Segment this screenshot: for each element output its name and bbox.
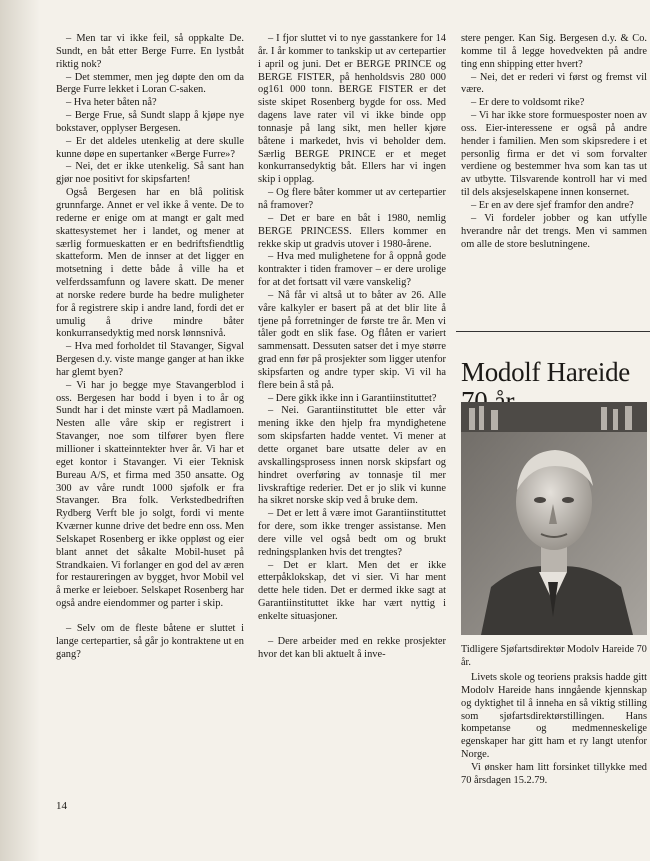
- article-column-1: [56, 33, 244, 662]
- portrait-illustration: [461, 402, 647, 635]
- paragraph: stere penger. Kan Sig. Bergesen d.y. & Co. komme til å legge hovedvekten på andre ting enn shipping etter hvert?: [461, 33, 647, 70]
- paragraph: – Vi har ikke store formuesposter noen av oss. Eier-interessene er også på andre hender i familien. Men som skipsredere i et personlig firma er det vi som forvalter verdiene og bestemmer hva som kan tas ut av utbytte. Tilsvarende kontroll har vi med til dels aksjeselskapene innen konsernet.: [461, 110, 647, 199]
- paragraph: – Dere gikk ikke inn i Garantiinstituttet?: [268, 392, 437, 404]
- paragraph: Vi ønsker ham litt forsinket tillykke med 70 årsdagen 15.2.79.: [461, 761, 647, 786]
- paragraph: – Er dere to voldsomt rike?: [471, 97, 585, 109]
- paragraph: – Det stemmer, men jeg døpte den om da Berge Furre lekket i Loran C-saken.: [56, 71, 244, 96]
- paragraph: Livets skole og teoriens praksis hadde gitt Modolv Hareide hans inngående kjennskap og dyktighet til å inneha en så viktig stilling som sjøfartsdirektørstillingen. Hans kompetanse og medmenneskelige egenskaper har gitt ham et ry langt utenfor Norge.: [461, 672, 647, 761]
- section-divider: [456, 331, 650, 332]
- paragraph: – Nå får vi altså ut to båter av 26. Alle våre kalkyler er basert på at det blir lite å tjene på forretninger de første tre år. Men vi tåler godt en slik fase. Og flåten er variert sammensatt. Dessuten satser det i mye større grad enn før på prosjekter som ligger utenfor skipsfarten og andre typer skip. Vi vil ha flere bein å stå på.: [258, 289, 446, 391]
- photo-caption: Tidligere Sjøfartsdirektør Modolv Hareide 70 år.: [461, 644, 647, 668]
- paragraph: – Selv om de fleste båtene er sluttet i lange certepartier, så går jo kontraktene ut en gang?: [56, 622, 244, 660]
- paragraph: – Det er klart. Men det er ikke etterpåklokskap, det vi sier. Vi har ment dette hele tiden. Det er dermed ikke sagt at Garantiinstituttet ikke har vært nyttig i enkelte situasjoner.: [258, 559, 446, 622]
- article-column-2: [258, 33, 446, 662]
- paragraph: – Berge Frue, så Sundt slapp å kjøpe nye bokstaver, opplyser Bergesen.: [56, 110, 244, 134]
- page-number: 14: [56, 800, 67, 812]
- paragraph: – Det er bare en båt i 1980, nemlig BERGE PRINCESS. Ellers kommer en rekke skip ut gradvis utover i 1980-årene.: [258, 212, 446, 250]
- paragraph: – Og flere båter kommer ut av certepartier nå framover?: [258, 187, 446, 211]
- paragraph: – Nei, det er ikke utenkelig. Så sant han gjør noe positivt for skipsfarten!: [56, 161, 244, 186]
- paragraph: – Vi fordeler jobber og kan utfylle hverandre når det trengs. Men vi sammen om alle de store beslutningene.: [461, 212, 647, 250]
- paragraph: – I fjor sluttet vi to nye gasstankere for 14 år. I år kommer to tankskip ut av certepartier i april og juni. Det er BERGE PRINCE og BERGE FISTER, på henholdsvis 280 000 og161 000 tonn. BERGE FISTER er det siste skipet Rosenberg bygde for oss. Med dagens lave rater vil vi ikke binde opp tonnasje på lang sikt, men heller kjøre båtene i markedet, hvis vi beholder dem. Særlig BERGE PRINCE er et meget konkurransedyktig båt. Ellers har vi ingen skip i opplag.: [258, 33, 446, 186]
- binding-shadow: [0, 0, 40, 861]
- paragraph: – Hva heter båten nå?: [66, 97, 157, 109]
- paragraph: – Nei. Garantiinstituttet ble etter vår mening ikke den hjelp fra myndighetene som skipsfarten hadde ventet. Vi mener at dette organet bare utsatte deler av en avskallingsprosess innen norsk skipsfart og hindret overføring av tonnasje til mer livskraftige rederier. Det er jo slik vi kunne ha sikret norske skip ved å bruke dem.: [258, 405, 446, 507]
- paragraph: – Er en av dere sjef framfor den andre?: [471, 199, 634, 211]
- paragraph: – Det er lett å være imot Garantiinstituttet for dere, som ikke trenger assistanse. Men dere ville vel også bedt om og brukt redningsplanken hvis det trengtes?: [258, 508, 446, 558]
- paragraph: – Nei, det er rederi vi først og fremst vil være.: [461, 71, 647, 96]
- article-column-3: [461, 33, 647, 251]
- sidebar-body: [461, 672, 647, 788]
- paragraph: – Men tar vi ikke feil, så oppkalte De. Sundt, en båt etter Berge Furre. En lystbåt riktig nok?: [56, 33, 244, 70]
- sidebar-headline: Modolf Hareide: [461, 357, 630, 388]
- portrait-photo: [461, 402, 647, 635]
- paragraph: – Er det aldeles utenkelig at dere skulle kunne døpe en supertanker «Berge Furre»?: [56, 135, 244, 160]
- paragraph: – Dere arbeider med en rekke prosjekter hvor det kan bli aktuelt å inve-: [258, 635, 446, 660]
- paragraph: – Hva med forholdet til Stavanger, Sigval Bergesen d.y. viste mange ganger at han ikke har glemt byen?: [56, 341, 244, 378]
- paragraph: Også Bergesen har en blå politisk grunnfarge. Annet er vel ikke å vente. De to rederne er enige om at mangt er galt med skattesystemet her i landet, og mener at særlig formueskatten er en bedriftsfiendtlig skatteform. Men de innser at det ligger en motsetning i dette både å ville ha et velferdssamfunn og lavere skatt. De mener at norske redere burde ha bedre muligheter for å registrere skip i andre land, fordi det er umulig å drive mindre båter konkurransedyktig med norsk lønnsnivå.: [56, 187, 244, 340]
- paragraph: – Vi har jo begge mye Stavangerblod i oss. Bergesen har bodd i byen i to år og Sundt har i det minste vært på Madlamoen. Nesten alle våre skip er registrert i Stavanger, noe som tilfører byen flere millioner i skatteinntekter hver år. Vi har et eget kontor i Stavanger. Vi eier Teknisk Bureau A/S, et firma med 350 ansatte. Og 300 av våre rundt 1000 sjøfolk er fra Stavanger. Bra folk. Verkstedbedriften Rydberg Verft ble jo solgt, fordi vi mente Kværner kunne drive det bedre enn oss. Men Selskapet Rosenberg er ikke oppløst og eier blant annet det såkalte Mobil-huset på Strandkaien. Vi forlanger en god del av æren for restaureringen av bygget, hvor Mobil vel å merke er leieboer. Selskapet Rosenberg har også andre eiendommer og parter i skip.: [56, 379, 244, 610]
- paragraph: – Hva med mulighetene for å oppnå gode kontrakter i tiden framover – er dere urolige for at det fortsatt vil være vanskelig?: [258, 251, 446, 289]
